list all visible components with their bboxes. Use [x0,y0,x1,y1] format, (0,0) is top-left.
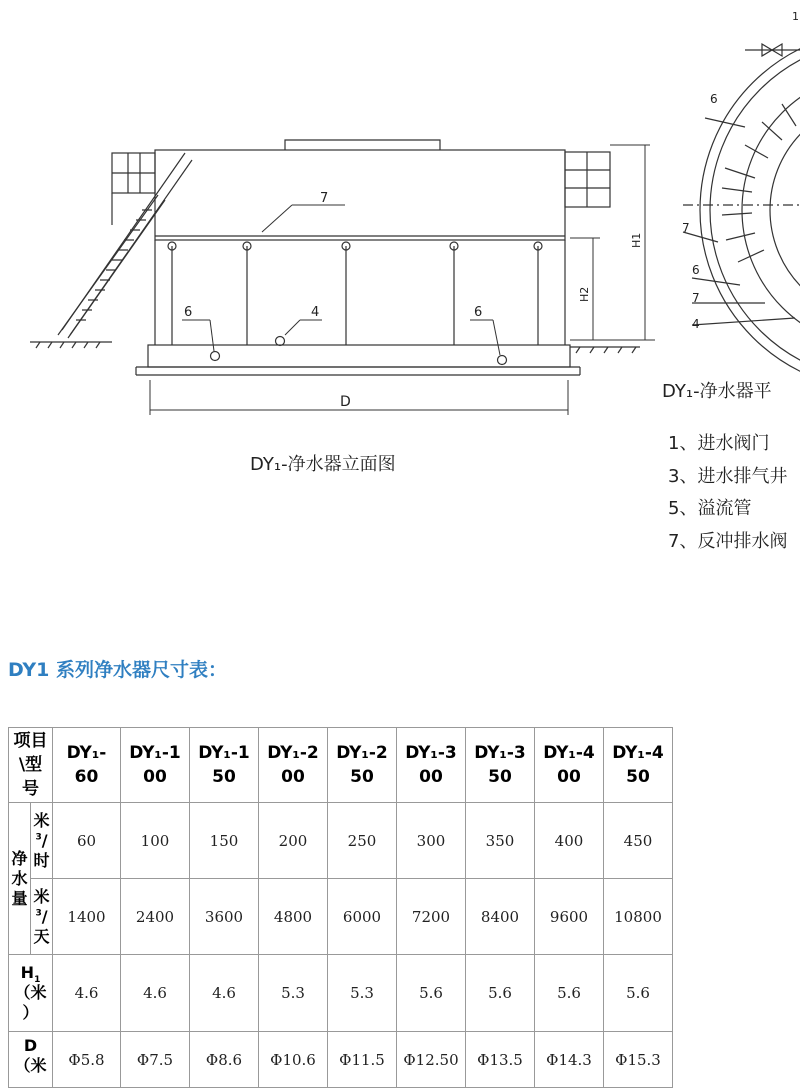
table-cell: Φ11.5 [328,1032,397,1088]
callout-4-elevation: 4 [311,305,320,320]
corner-line-2: \型 [18,755,43,775]
table-cell: 9600 [535,879,604,955]
table-cell: Φ15.3 [604,1032,673,1088]
table-row [9,1032,673,1088]
table-cell: 5.6 [397,955,466,1032]
table-cell: 350 [466,803,535,879]
plan-caption: DY₁-净水器平 [662,381,772,402]
table-cell: 4.6 [190,955,259,1032]
table-cell: Φ14.3 [535,1032,604,1088]
table-header-row [9,728,673,803]
model-header: DY₁-2 50 [328,728,397,803]
legend-item-5: 5、溢流管 [668,498,752,519]
model-header: DY₁-1 50 [190,728,259,803]
model-header: DY₁-3 50 [466,728,535,803]
table-cell: 4800 [259,879,328,955]
table-cell: Φ10.6 [259,1032,328,1088]
callout-7-plan: 7 [682,221,690,235]
callout-7-elevation: 7 [320,191,329,206]
corner-line-1: 项目 [13,731,48,751]
table-cell: 5.6 [466,955,535,1032]
legend-item-7: 7、反冲排水阀 [668,531,788,552]
table-cell: Φ13.5 [466,1032,535,1088]
table-cell: 5.6 [604,955,673,1032]
table-cell: 60 [53,803,121,879]
dimension-d-label: D [340,394,351,410]
table-cell: 5.3 [328,955,397,1032]
legend-item-3: 3、进水排气井 [668,466,788,487]
table-cell: 8400 [466,879,535,955]
elevation-view [30,140,640,375]
dimension-h2-label: H2 [578,286,591,302]
table-cell: 200 [259,803,328,879]
table-cell: 300 [397,803,466,879]
table-row [9,803,673,879]
callout-6-plan-top: 6 [710,92,718,106]
model-header: DY₁-3 00 [397,728,466,803]
table-cell: 4.6 [121,955,190,1032]
table-cell: 5.6 [535,955,604,1032]
callout-6-plan-mid: 6 [692,263,700,277]
h1-label: $H_1$ （米 ） [9,955,53,1032]
model-header: DY₁-2 00 [259,728,328,803]
callout-1-plan: 1 [792,10,799,23]
d-label: D （米 [9,1032,53,1088]
table-cell: 450 [604,803,673,879]
table-cell: 3600 [190,879,259,955]
section-title: DY1 系列净水器尺寸表： [8,659,227,681]
table-cell: Φ8.6 [190,1032,259,1088]
table-cell: 150 [190,803,259,879]
table-cell: 250 [328,803,397,879]
elevation-caption: DY₁-净水器立面图 [250,454,396,475]
unit-per-day: 米 $^3$/天 [31,879,53,955]
table-cell: 6000 [328,879,397,955]
unit-per-hour: 米 $^3$/时 [31,803,53,879]
table-cell: 5.3 [259,955,328,1032]
model-header: DY₁-1 00 [121,728,190,803]
table-cell: Φ7.5 [121,1032,190,1088]
table-row [9,879,673,955]
corner-cell [9,728,53,803]
model-header: DY₁- 60 [53,728,121,803]
table-cell: 7200 [397,879,466,955]
table-cell: Φ5.8 [53,1032,121,1088]
table-cell: Φ12.50 [397,1032,466,1088]
table-cell: 100 [121,803,190,879]
legend-item-1: 1、进水阀门 [668,433,770,454]
model-header: DY₁-4 00 [535,728,604,803]
table-row [9,955,673,1032]
callout-4-plan: 4 [692,317,700,331]
dimension-table [8,727,673,1088]
water-output-label: 净 水 量 [9,803,31,955]
callout-6-left: 6 [184,305,193,320]
table-cell: 2400 [121,879,190,955]
table-cell: 1400 [53,879,121,955]
callout-6-right: 6 [474,305,483,320]
table-cell: 10800 [604,879,673,955]
dimension-h1-label: H1 [630,232,643,248]
plan-view [683,30,800,390]
corner-line-3: 号 [22,779,39,799]
model-header: DY₁-4 50 [604,728,673,803]
callout-7-plan-low: 7 [692,291,700,305]
table-cell: 4.6 [53,955,121,1032]
table-cell: 400 [535,803,604,879]
